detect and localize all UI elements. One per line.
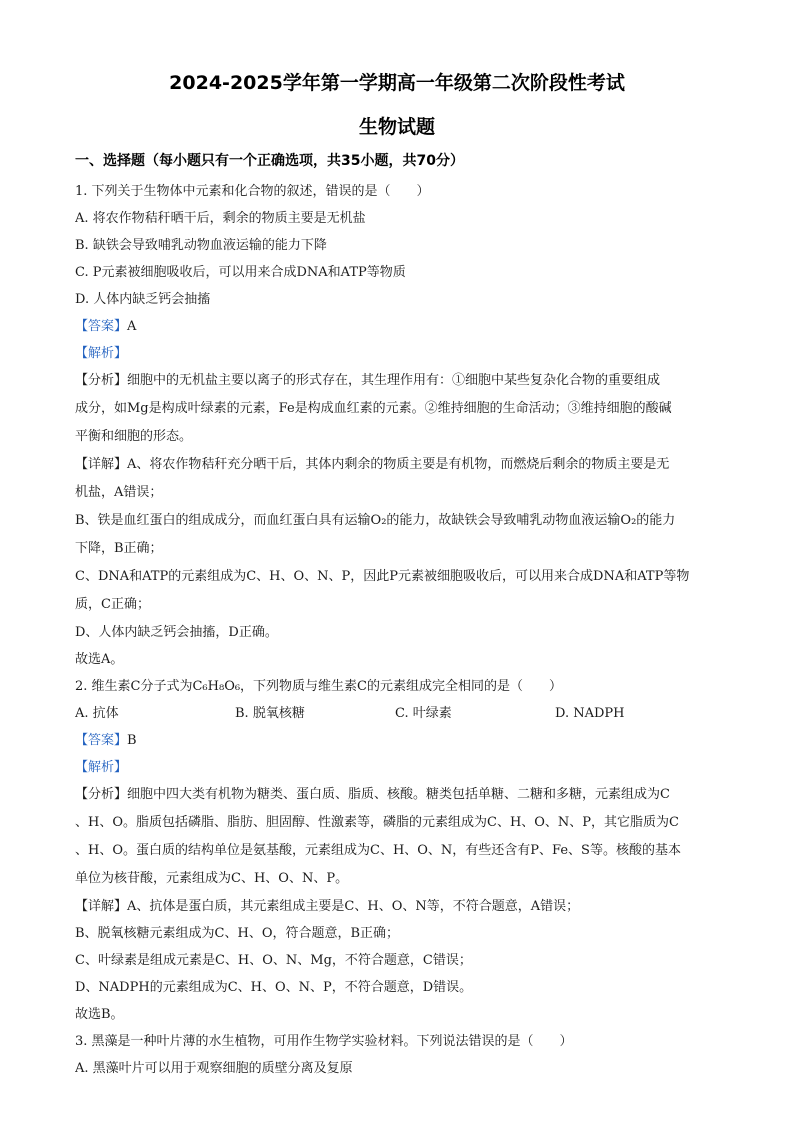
q2-analysis-tag: 【解析】 — [75, 760, 128, 775]
q2-option-d: D. NADPH — [555, 706, 625, 721]
q2-answer — [75, 727, 715, 754]
q1-analysis-tag: 【解析】 — [75, 346, 128, 361]
q2-xiangjie-line: D、NADPH的元素组成为C、H、O、N、P，不符合题意，D错误。 — [75, 980, 473, 995]
questions — [75, 178, 715, 1082]
q3-option-a: A. 黑藻叶片可以用于观察细胞的质壁分离及复原 — [75, 1061, 353, 1076]
fenxi-tag: 【分析】 — [75, 787, 128, 802]
q2-xiangjie-line: 【详解】A、抗体是蛋白质，其元素组成主要是C、H、O、N等，不符合题意，A错误； — [75, 899, 580, 914]
xiangjie-tag: 【详解】 — [75, 899, 128, 914]
q1-xiangjie-line: D、人体内缺乏钙会抽搐，D正确。 — [75, 625, 278, 640]
q1-fenxi-line: 平衡和细胞的形态。 — [75, 429, 193, 444]
q1-option-d: D. 人体内缺乏钙会抽搐 — [75, 292, 211, 307]
q3-stem: 3. 黑藻是一种叶片薄的水生植物，可用作生物学实验材料。下列说法错误的是（ ） — [75, 1034, 573, 1049]
answer-value: B — [127, 733, 137, 748]
q1-fenxi-line: 【分析】细胞中的无机盐主要以离子的形式存在，其生理作用有：①细胞中某些复杂化合物的重要组成 — [75, 373, 661, 388]
xiangjie-tag: 【详解】 — [75, 457, 128, 472]
q1-xiangjie-line: 【详解】A、将农作物秸秆充分晒干后，其体内剩余的物质主要是有机物，而燃烧后剩余的物质主要是无 — [75, 457, 670, 472]
q1-stem: 1. 下列关于生物体中元素和化合物的叙述，错误的是（ ） — [75, 184, 430, 199]
q2-fenxi-line: 、H、O。脂质包括磷脂、脂肪、胆固醇、性激素等，磷脂的元素组成为C、H、O、N、P，其它脂质为C — [75, 815, 680, 830]
q2-option-b: B. 脱氧核糖 — [235, 706, 305, 721]
q1-xiangjie-line: 机盐，A错误； — [75, 485, 163, 500]
q2-option-a: A. 抗体 — [75, 706, 119, 721]
q1-fenxi-line: 成分，如Mg是构成叶绿素的元素，Fe是构成血红素的元素。②维持细胞的生命活动；③维持细胞的酸碱 — [75, 401, 672, 416]
q1-xiangjie-line: B、铁是血红蛋白的组成成分，而血红蛋白具有运输O₂的能力，故缺铁会导致哺乳动物血液运输O₂的能力 — [75, 513, 676, 528]
q2-stem: 2. 维生素C分子式为C₆H₈O₆，下列物质与维生素C的元素组成完全相同的是（ ） — [75, 679, 563, 694]
answer-value: A — [127, 319, 137, 334]
q2-option-c: C. 叶绿素 — [395, 706, 452, 721]
q2-fenxi-line: 单位为核苷酸，元素组成为C、H、O、N、P。 — [75, 871, 349, 886]
q2-fenxi-line: 、H、O。蛋白质的结构单位是氨基酸，元素组成为C、H、O、N，有些还含有P、Fe、S等。核酸的基本 — [75, 843, 681, 858]
q2-xiangjie-line: C、叶绿素是组成元素是C、H、O、N、Mg，不符合题意，C错误； — [75, 953, 472, 968]
fenxi-tag: 【分析】 — [75, 373, 128, 388]
q1-option-b: B. 缺铁会导致哺乳动物血液运输的能力下降 — [75, 238, 327, 253]
q1-xiangjie-line: C、DNA和ATP的元素组成为C、H、O、N、P，因此P元素被细胞吸收后，可以用来合成DNA和ATP等物 — [75, 569, 690, 584]
q1-conclusion: 故选A。 — [75, 652, 124, 667]
q2-options — [75, 700, 715, 727]
q2-xiangjie-line: B、脱氧核糖元素组成为C、H、O，符合题意，B正确； — [75, 926, 400, 941]
q2-conclusion: 故选B。 — [75, 1007, 124, 1022]
q1-xiangjie-line: 下降，B正确； — [75, 541, 163, 556]
answer-tag: 【答案】 — [75, 733, 128, 748]
answer-tag: 【答案】 — [75, 319, 128, 334]
q1-option-a: A. 将农作物秸秆晒干后，剩余的物质主要是无机盐 — [75, 211, 366, 226]
section-heading: 一、选择题（每小题只有一个正确选项，共35小题，共70分） — [75, 153, 464, 169]
exam-title: 2024-2025学年第一学期高一年级第二次阶段性考试 — [169, 72, 625, 94]
q1-xiangjie-line: 质，C正确； — [75, 597, 150, 612]
q1-answer — [75, 313, 715, 340]
q1-option-c: C. P元素被细胞吸收后，可以用来合成DNA和ATP等物质 — [75, 265, 406, 280]
q2-fenxi-line: 【分析】细胞中四大类有机物为糖类、蛋白质、脂质、核酸。糖类包括单糖、二糖和多糖，元素组成为C — [75, 787, 670, 802]
exam-subject: 生物试题 — [358, 116, 435, 138]
